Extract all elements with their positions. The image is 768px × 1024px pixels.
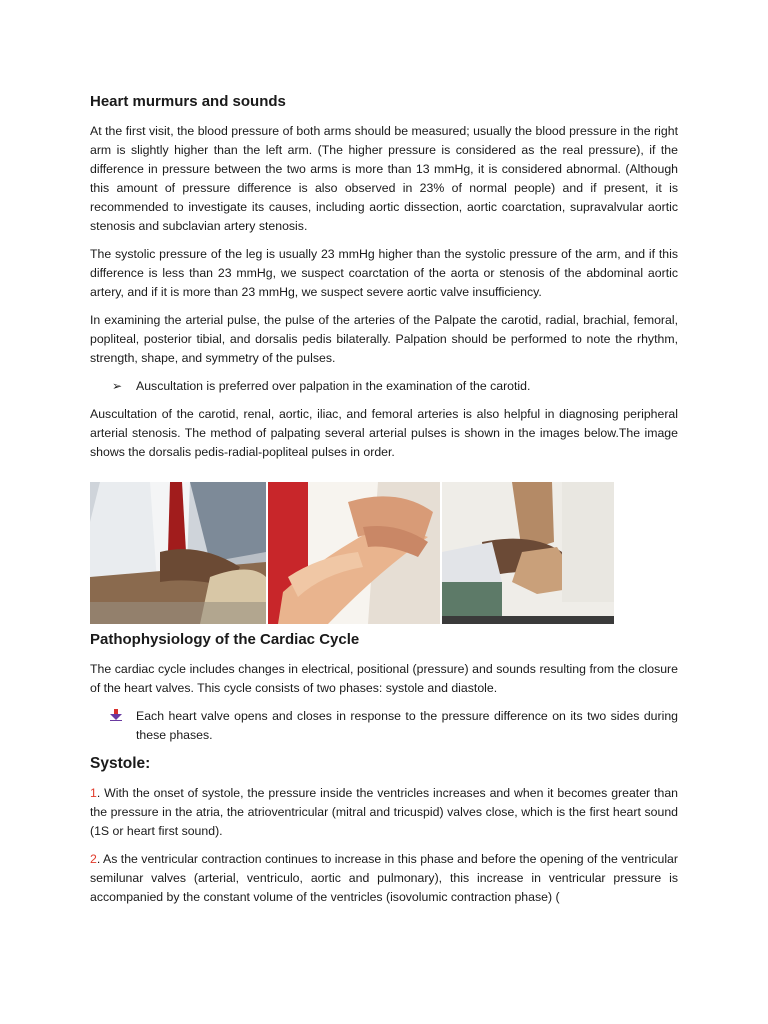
bullet-item <box>90 377 678 396</box>
image-radial-pulse <box>268 482 440 624</box>
paragraph: The systolic pressure of the leg is usually 23 mmHg higher than the systolic pressure of the arm, and if this difference is less than 23 mmHg, we suspect coarctation of the aorta or stenosis of the abdominal aortic artery, and if it is more than 23 mmHg, we suspect severe aortic valve insufficiency. <box>90 247 678 299</box>
section-title-heart-murmurs: Heart murmurs and sounds <box>90 93 286 110</box>
item-number: 1 <box>90 786 97 800</box>
section-title-pathophysiology: Pathophysiology of the Cardiac Cycle <box>90 631 360 648</box>
numbered-item-1 <box>90 784 678 841</box>
bullet-item <box>90 707 678 745</box>
paragraph: In examining the arterial pulse, the pulse of the arteries of the Palpate the carotid, radial, brachial, femoral, popliteal, posterior tibial, and dorsalis pedis bilaterally. Palpation should be performed to note the rhythm, strength, shape, and symmetry of the pulses. <box>90 313 678 365</box>
down-arrow-bullet-icon <box>110 708 122 727</box>
image-dorsalis-pedis-pulse <box>90 482 266 624</box>
bullet-text: Each heart valve opens and closes in response to the pressure difference on its two sides during these phases. <box>136 709 678 742</box>
paragraph: The cardiac cycle includes changes in electrical, positional (pressure) and sounds resulting from the closure of the heart valves. This cycle consists of two phases: systole and diastole. <box>90 662 678 695</box>
document-content <box>90 92 678 916</box>
section-title-systole: Systole: <box>90 755 151 772</box>
paragraph: Auscultation of the carotid, renal, aortic, iliac, and femoral arteries is also helpful in diagnosing peripheral arterial stenosis. The method of palpating several arterial pulses is shown in the images below.The image shows the dorsalis pedis-radial-popliteal pulses in order. <box>90 407 678 459</box>
pulse-palpation-images <box>90 482 678 624</box>
image-popliteal-pulse <box>442 482 614 624</box>
numbered-item-2 <box>90 850 678 907</box>
arrow-bullet-icon: ➢ <box>112 379 123 393</box>
item-number: 2 <box>90 852 97 866</box>
paragraph: At the first visit, the blood pressure of both arms should be measured; usually the blood pressure in the right arm is slightly higher than the left arm. (The higher pressure is considered as the real pressure), if the difference in pressure between the two arms is more than 13 mmHg, it is considered abnormal. (Although this amount of pressure difference is also observed in 23% of normal people) and if present, it is recommended to investigate its causes, including aortic dissection, aortic coarctation, supravalvular aortic stenosis and subclavian artery stenosis. <box>90 124 678 233</box>
item-text: . With the onset of systole, the pressure inside the ventricles increases and when it becomes greater than the pressure in the atria, the atrioventricular (mitral and tricuspid) valves close, which is the first heart sound (1S or heart first sound). <box>90 786 678 838</box>
bullet-text: Auscultation is preferred over palpation in the examination of the carotid. <box>136 379 531 393</box>
item-text: . As the ventricular contraction continues to increase in this phase and before the opening of the ventricular semilunar valves (arterial, ventriculo, aortic and pulmonary), this increase in ventricular pressure is accompanied by the constant volume of the ventricles (isovolumic contraction phase) ( <box>90 852 678 904</box>
